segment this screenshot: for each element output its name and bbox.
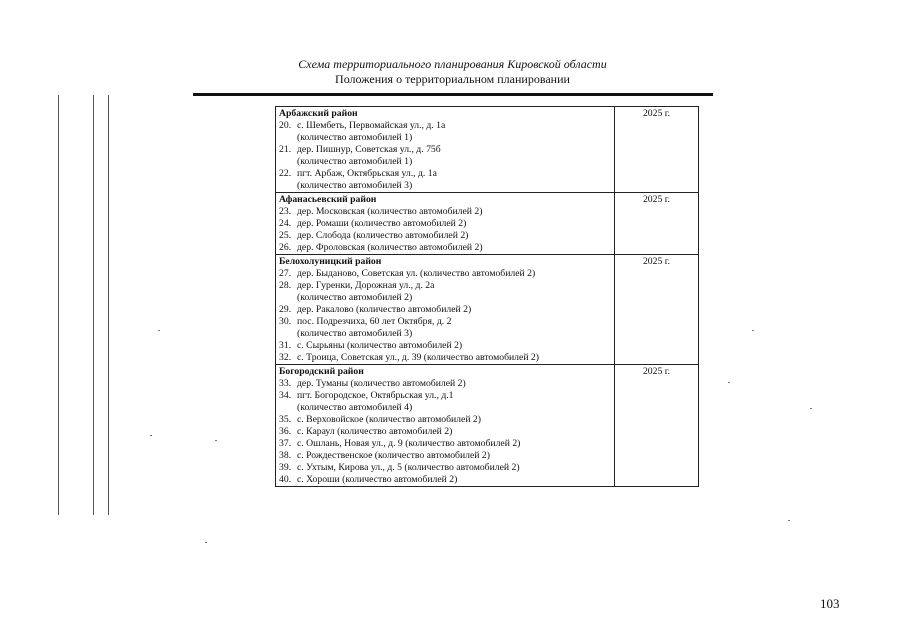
list-item: 40. с. Хороши (количество автомобилей 2) (279, 474, 458, 485)
list-item-continuation: (количество автомобилей 2) (297, 292, 413, 303)
margin-line-left-2 (93, 95, 94, 515)
district-name: Белохолуницкий район (279, 256, 382, 267)
table-row (276, 255, 699, 365)
table-row (276, 365, 699, 487)
district-cell (276, 365, 615, 487)
scan-speck (728, 382, 730, 383)
list-item: 23. дер. Московская (количество автомобилей 2) (279, 206, 483, 217)
district-name: Афанасьевский район (279, 194, 377, 205)
districts-table (275, 106, 699, 487)
list-item-continuation: (количество автомобилей 3) (297, 328, 413, 339)
table-row (276, 193, 699, 255)
list-item: 32. с. Троица, Советская ул., д. 39 (количество автомобилей 2) (279, 352, 539, 363)
district-cell (276, 255, 615, 365)
list-item: 22. пгт. Арбаж, Октябрьская ул., д. 1а (279, 168, 437, 179)
list-item: 25. дер. Слобода (количество автомобилей 2) (279, 230, 469, 241)
scan-speck (205, 542, 207, 543)
scan-speck (150, 435, 152, 436)
list-item: 21. дер. Пишнур, Советская ул., д. 75б (279, 144, 441, 155)
list-item-continuation: (количество автомобилей 1) (297, 156, 413, 167)
list-item: 34. пгт. Богородское, Октябрьская ул., д.1 (279, 390, 454, 401)
list-item: 33. дер. Туманы (количество автомобилей 2) (279, 378, 466, 389)
year-cell: 2025 г. (615, 255, 699, 365)
district-name: Арбажский район (279, 108, 358, 119)
header-rule (193, 93, 713, 96)
table-row (276, 107, 699, 193)
scan-speck (752, 330, 754, 331)
year-cell: 2025 г. (615, 107, 699, 193)
list-item: 27. дер. Быданово, Советская ул. (количество автомобилей 2) (279, 268, 536, 279)
page-number: 103 (820, 596, 840, 611)
year-cell: 2025 г. (615, 365, 699, 487)
year-cell: 2025 г. (615, 193, 699, 255)
list-item: 24. дер. Ромаши (количество автомобилей 2) (279, 218, 467, 229)
document-title: Схема территориального планирования Кировской области (298, 57, 607, 71)
list-item: 26. дер. Фроловская (количество автомобилей 2) (279, 242, 483, 253)
list-item: 29. дер. Ракалово (количество автомобилей 2) (279, 304, 472, 315)
list-item: 36. с. Караул (количество автомобилей 2) (279, 426, 453, 437)
list-item: 39. с. Ухтым, Кирова ул., д. 5 (количество автомобилей 2) (279, 462, 520, 473)
list-item: 31. с. Сырьяны (количество автомобилей 2) (279, 340, 463, 351)
list-item-continuation: (количество автомобилей 3) (297, 180, 413, 191)
list-item-continuation: (количество автомобилей 4) (297, 402, 413, 413)
district-cell (276, 107, 615, 193)
scan-speck (788, 520, 790, 521)
list-item-continuation: (количество автомобилей 1) (297, 132, 413, 143)
list-item: 20. с. Шембеть, Первомайская ул., д. 1а (279, 120, 446, 131)
scan-speck (810, 408, 812, 409)
scan-speck (215, 440, 217, 441)
list-item: 38. с. Рождественское (количество автомобилей 2) (279, 450, 490, 461)
scan-speck (158, 330, 160, 331)
list-item: 28. дер. Гуренки, Дорожная ул., д. 2а (279, 280, 435, 291)
margin-line-left-1 (58, 95, 59, 515)
district-cell (276, 193, 615, 255)
list-item: 30. пос. Подрезчиха, 60 лет Октября, д. 2 (279, 316, 452, 327)
margin-line-left-3 (108, 95, 109, 515)
district-name: Богородский район (279, 366, 364, 377)
list-item: 37. с. Ошлань, Новая ул., д. 9 (количество автомобилей 2) (279, 438, 521, 449)
document-subtitle: Положения о территориальном планировании (335, 72, 570, 86)
list-item: 35. с. Верховойское (количество автомобилей 2) (279, 414, 481, 425)
